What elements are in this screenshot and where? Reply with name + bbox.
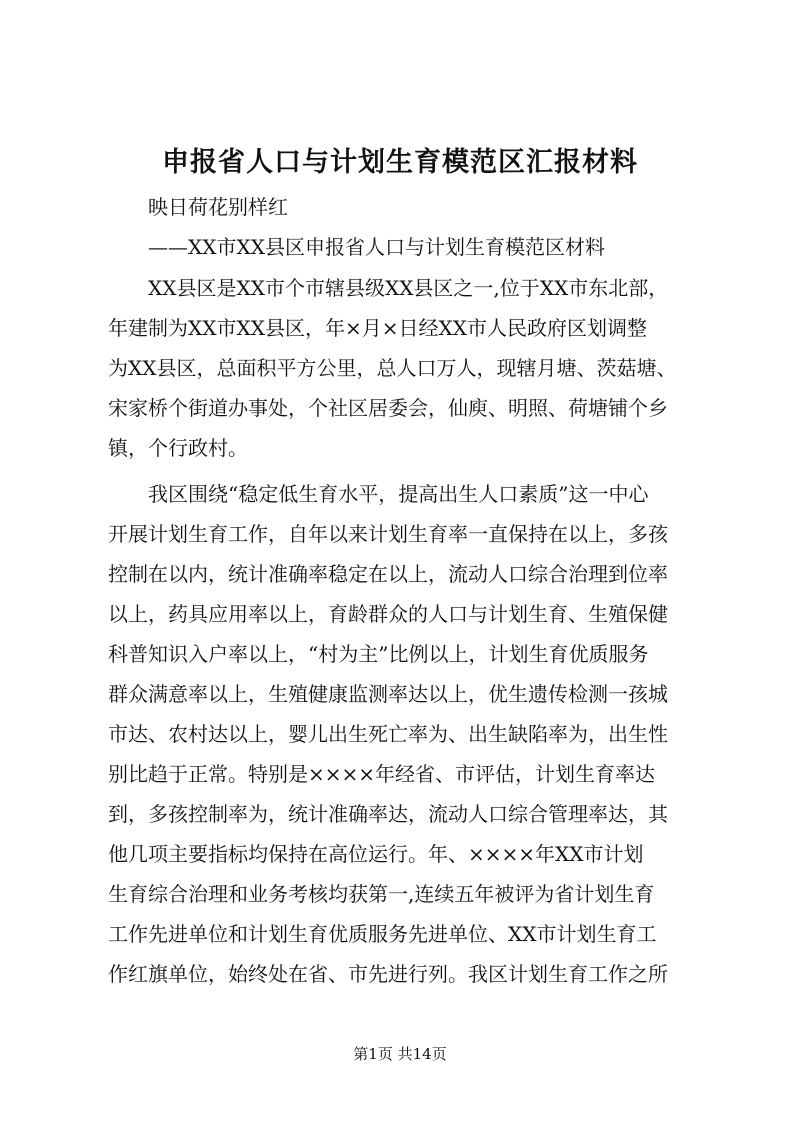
subtitle: 映日荷花别样红 xyxy=(148,195,288,219)
subheading: ——XX市XX县区申报省人口与计划生育模范区材料 xyxy=(148,235,605,259)
page-footer: 第1页 共14页 xyxy=(353,1045,447,1063)
paragraph-1-line: XX县区是XX市个市辖县级XX县区之一,位于XX市东北部， xyxy=(148,276,669,300)
paragraph-1-line: 为XX县区，总面积平方公里，总人口万人，现辖月塘、茨菇塘、 xyxy=(108,356,677,380)
paragraph-2-line: 生育综合治理和业务考核均获第一,连续五年被评为省计划生育 xyxy=(108,882,655,906)
paragraph-2-line: 作红旗单位，始终处在省、市先进行列。我区计划生育工作之所 xyxy=(108,962,668,986)
paragraph-2-line: 市达、农村达以上，婴儿出生死亡率为、出生缺陷率为，出生性 xyxy=(108,722,668,746)
paragraph-1-line: 年建制为XX市XX县区，年×月×日经XX市人民政府区划调整 xyxy=(108,316,647,340)
paragraph-1-line: 宋家桥个街道办事处，个社区居委会，仙庾、明照、荷塘铺个乡 xyxy=(108,396,668,420)
paragraph-2-line: 工作先进单位和计划生育优质服务先进单位、XX市计划生育工 xyxy=(108,922,657,946)
paragraph-2-line: 到，多孩控制率为，统计准确率达，流动人口综合管理率达，其 xyxy=(108,802,668,826)
paragraph-2-line: 开展计划生育工作，自年以来计划生育率一直保持在以上，多孩 xyxy=(108,522,668,546)
paragraph-1-line: 镇，个行政村。 xyxy=(108,436,248,460)
paragraph-2-line: 我区围绕“稳定低生育水平，提高出生人口素质”这一中心 xyxy=(148,482,649,506)
paragraph-2-line: 科普知识入户率以上，“村为主”比例以上，计划生育优质服务 xyxy=(108,642,649,666)
paragraph-2-line: 他几项主要指标均保持在高位运行。年、××××年XX市计划 xyxy=(108,842,644,866)
document-title: 申报省人口与计划生育模范区汇报材料 xyxy=(162,147,638,178)
paragraph-2-line: 别比趋于正常。特别是××××年经省、市评估，计划生育率达 xyxy=(108,762,656,786)
paragraph-2-line: 以上，药具应用率以上，育龄群众的人口与计划生育、生殖保健 xyxy=(108,602,668,626)
paragraph-2-line: 群众满意率以上，生殖健康监测率达以上，优生遗传检测一孩城 xyxy=(108,682,668,706)
paragraph-2-line: 控制在以内，统计准确率稳定在以上，流动人口综合治理到位率 xyxy=(108,562,668,586)
